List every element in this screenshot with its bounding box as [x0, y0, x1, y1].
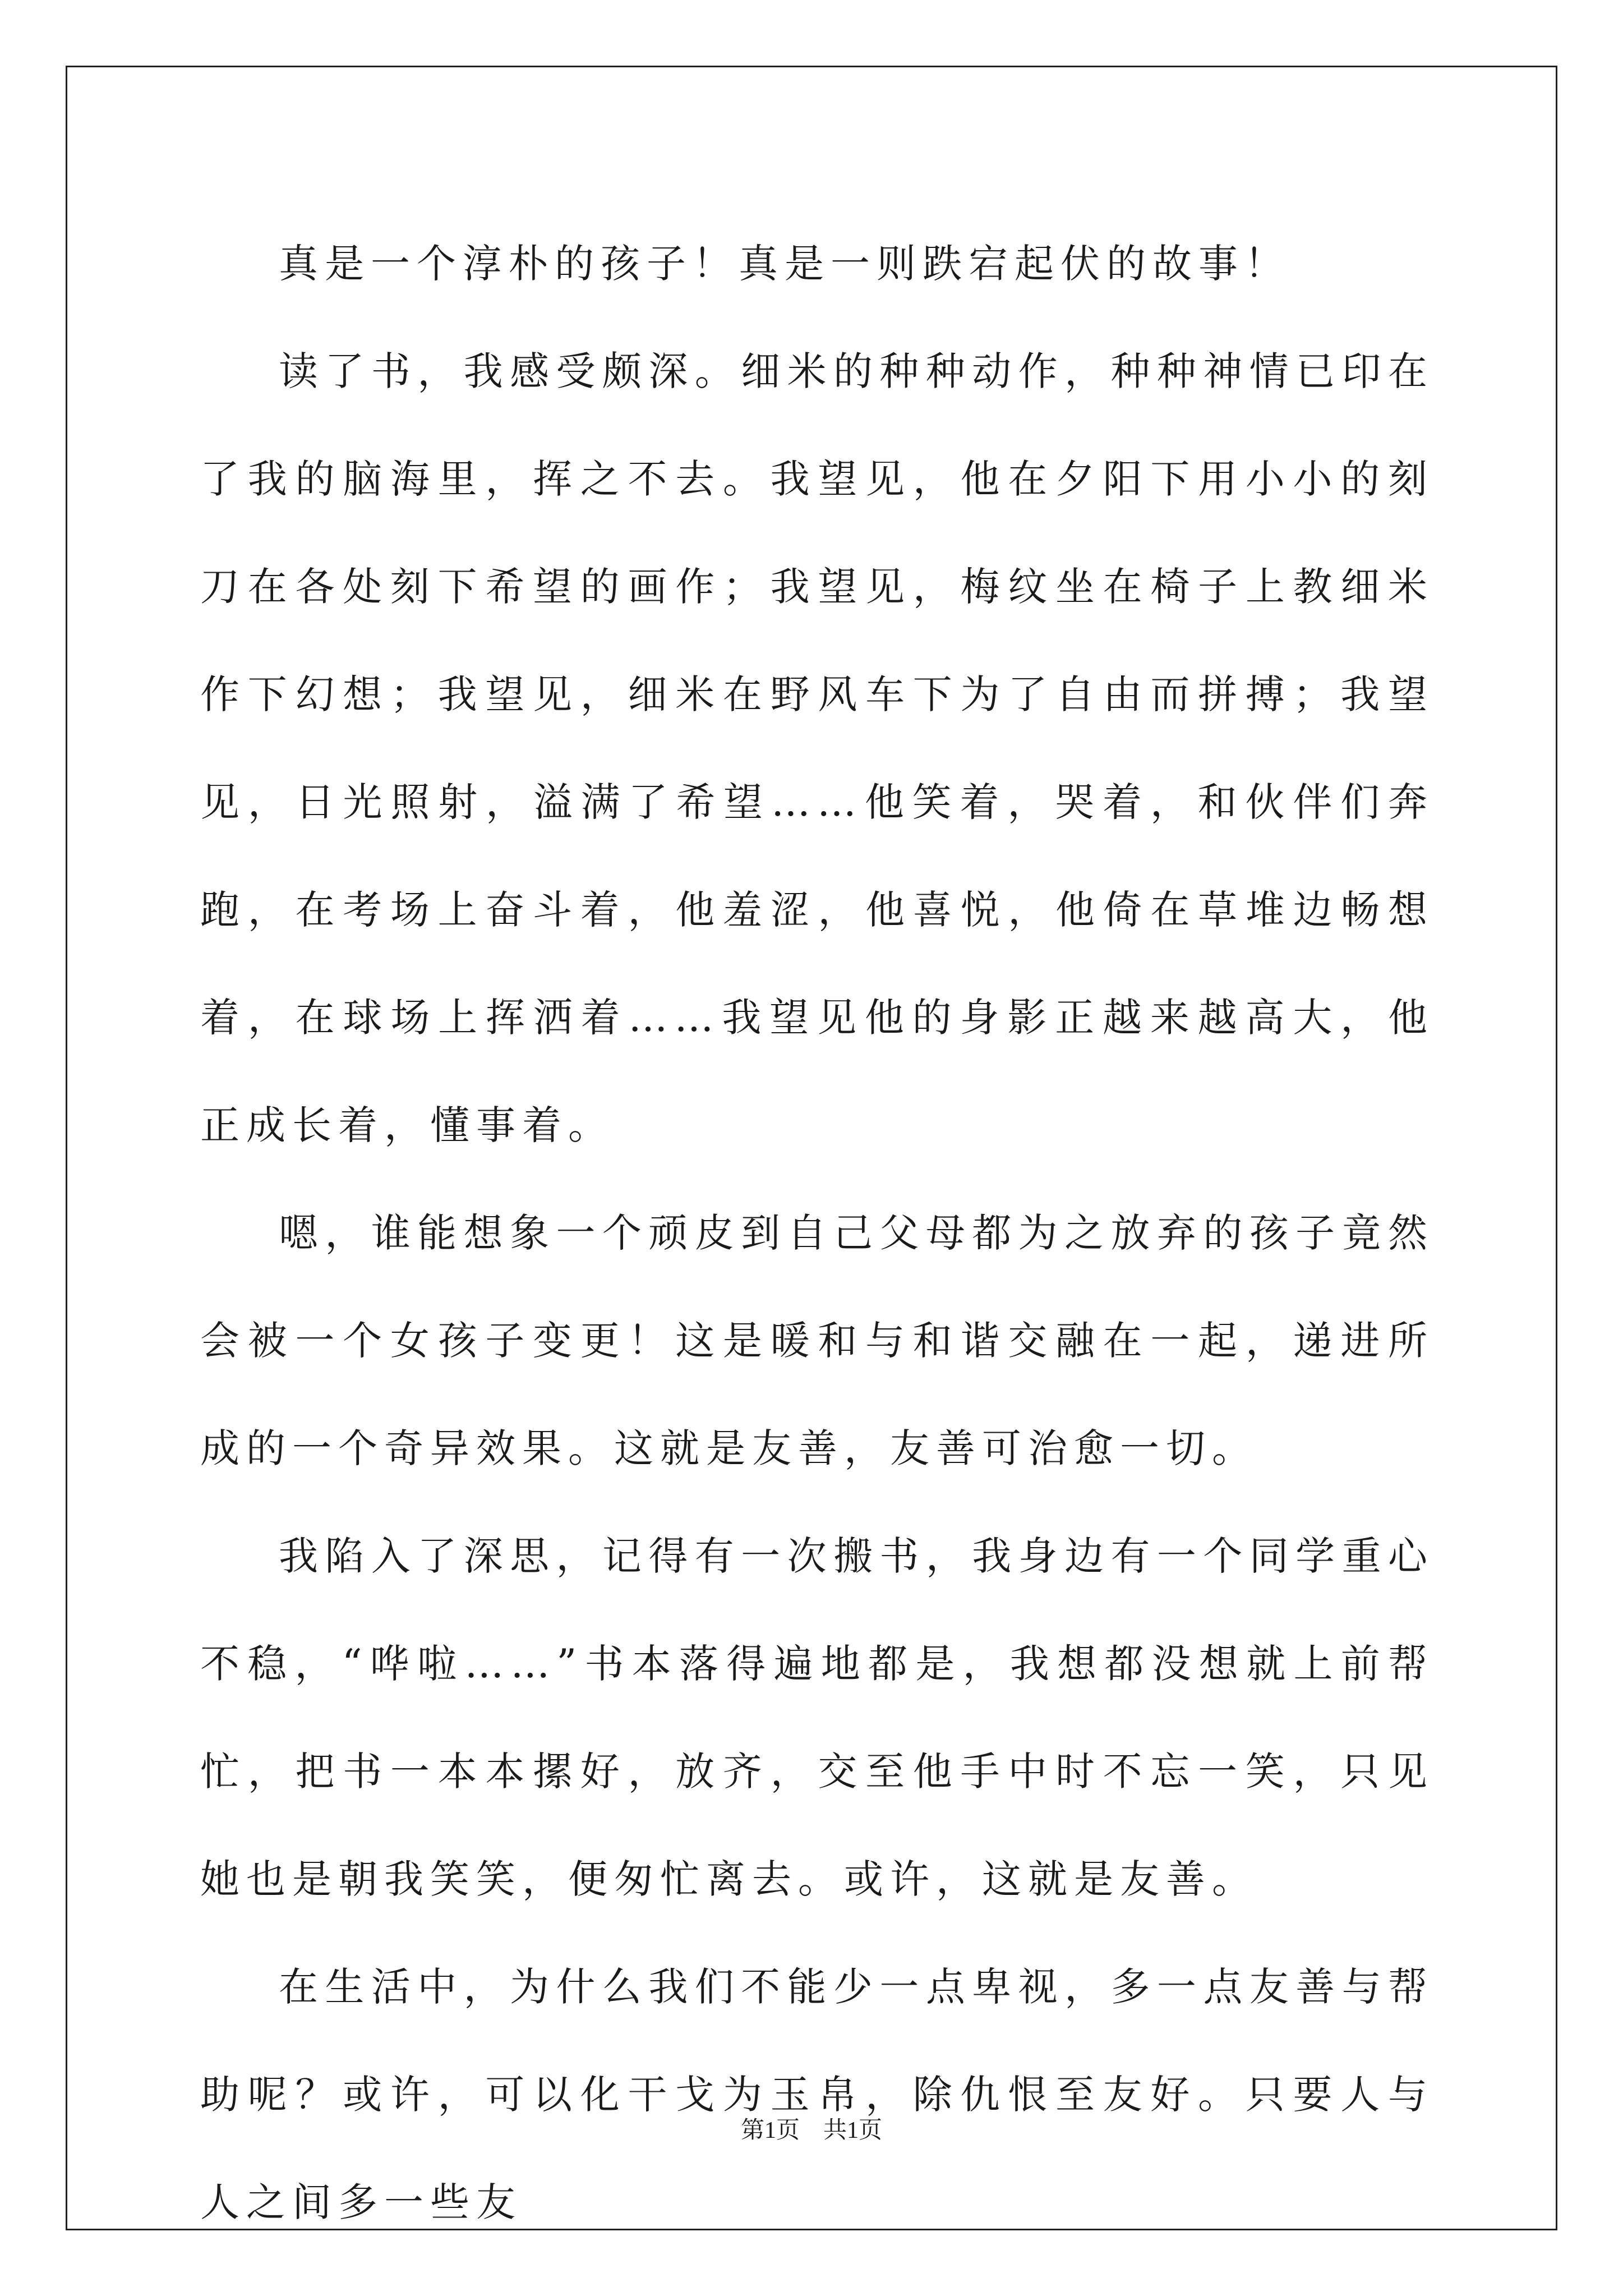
paragraph-4: 我陷入了深思，记得有一次搬书，我身边有一个同学重心不稳，“哗啦……”书本落得遍地都是，我想都没想就上前帮忙，把书一本本摞好，放齐，交至他手中时不忘一笑，只见她也是朝我笑笑，便匆忙离去。或许，这就是友善。 [200, 1533, 1434, 1902]
paragraph-1: 真是一个淳朴的孩子！真是一则跌宕起伏的故事！ [279, 241, 1290, 287]
paragraph-5: 在生活中，为什么我们不能少一点卑视，多一点友善与帮助呢？或许，可以化干戈为玉帛，除仇恨至友好。只要人与人之间多一些友 [200, 1964, 1434, 2225]
paragraph-3: 嗯，谁能想象一个顽皮到自己父母都为之放弃的孩子竟然会被一个女孩子变更！这是暖和与和谐交融在一起，递进所成的一个奇异效果。这就是友善，友善可治愈一切。 [200, 1210, 1434, 1471]
page-footer: 第1页 共1页 [740, 2118, 882, 2143]
document-body [200, 210, 1434, 2256]
paragraph-2: 读了书，我感受颇深。细米的种种动作，种种神情已印在了我的脑海里，挥之不去。我望见，他在夕阳下用小小的刻刀在各处刻下希望的画作；我望见，梅纹坐在椅子上教细米作下幻想；我望见，细米在野风车下为了自由而拼搏；我望见，日光照射，溢满了希望……他笑着，哭着，和伙伴们奔跑，在考场上奋斗着，他羞涩，他喜悦，他倚在草堆边畅想着，在球场上挥洒着……我望见他的身影正越来越高大，他正成长着，懂事着。 [200, 348, 1434, 1148]
